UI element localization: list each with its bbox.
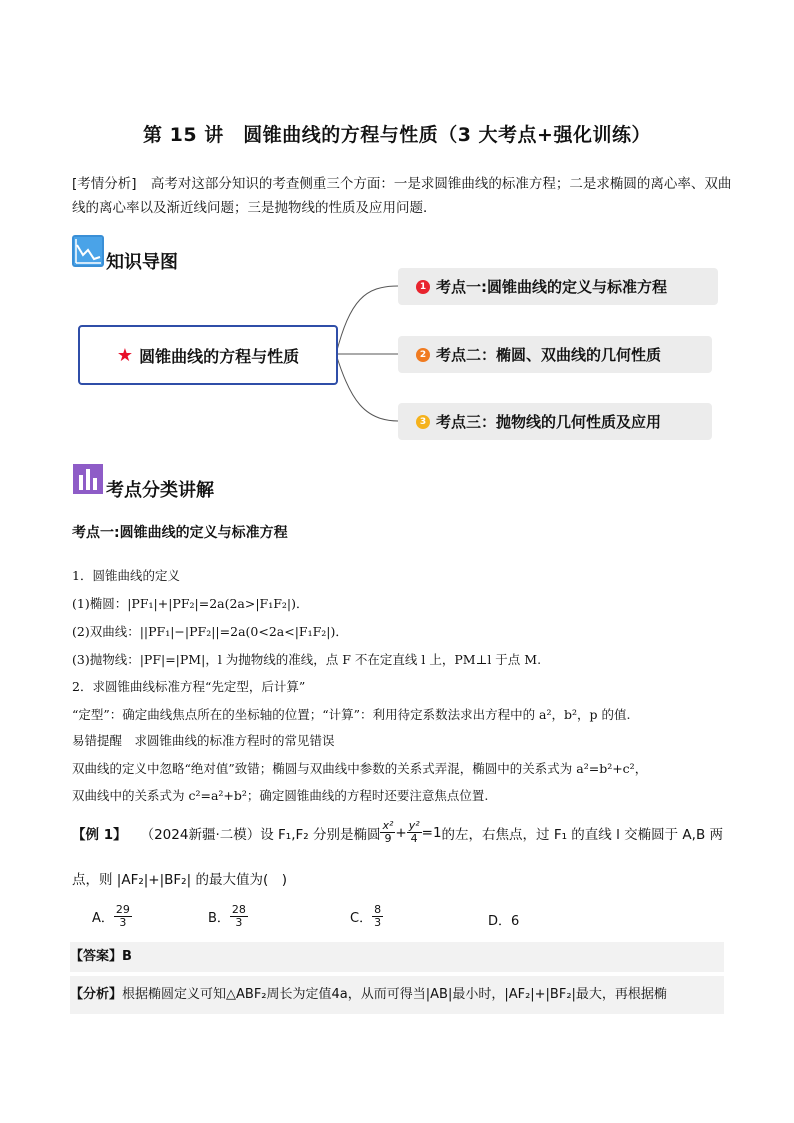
topic-line: 2．求圆锥曲线标准方程“先定型，后计算” [72, 679, 306, 694]
example-text-a: 设 F₁,F₂ 分别是椭圆 [260, 826, 381, 843]
option-d: D．6 [488, 914, 520, 929]
mindmap-branch-label: 考点二：椭圆、双曲线的几何性质 [436, 346, 662, 364]
page-title: 第 15 讲 圆锥曲线的方程与性质（3 大考点+强化训练） [143, 124, 651, 146]
section-topics-title: 考点分类讲解 [106, 480, 214, 501]
number-badge-icon: 3 [416, 415, 430, 429]
answer-block [70, 942, 724, 972]
topic-line: (3)抛物线：|PF|=|PM|，l 为抛物线的准线，点 F 不在定直线 l 上，PM⊥l 于点 M. [72, 652, 542, 667]
analysis-text: 根据椭圆定义可知△ABF₂周长为定值4a，从而可得当|AB|最小时，|AF₂|+|BF₂|最大，再根据椭 [122, 987, 667, 1002]
equals-sign: =1 [421, 824, 442, 841]
fraction: $\frac{\text{y²}}{4}$ [408, 819, 420, 845]
bar-chart-icon [72, 463, 104, 495]
mindmap-branch-label: 考点一:圆锥曲线的定义与标准方程 [436, 278, 668, 296]
mindmap-branch-3 [398, 403, 712, 440]
topic-1-heading: 考点一:圆锥曲线的定义与标准方程 [72, 525, 288, 541]
number-badge-icon: 1 [416, 280, 430, 294]
example-source: （2024新疆·二模） [140, 826, 261, 843]
fraction: $\frac{\text{x²}}{9}$ [382, 819, 394, 845]
topic-line: (1)椭圆：|PF₁|+|PF₂|=2a(2a>|F₁F₂|)． [72, 596, 309, 611]
exam-analysis-label: [考情分析] [72, 176, 137, 192]
topic-line: 易错提醒 求圆锥曲线的标准方程时的常见错误 [72, 733, 335, 748]
mindmap-branch-1 [398, 268, 718, 305]
example-label: 【例 1】 [72, 826, 127, 843]
example-text-b: 的左，右焦点，过 F₁ 的直线 l 交椭圆于 A,B 两 [441, 826, 724, 843]
answer-value: B [122, 949, 132, 964]
topic-line: 双曲线的定义中忽略“绝对值”致错；椭圆与双曲线中参数的关系式弄混，椭圆中的关系式为 a²=b²+c²， [72, 761, 648, 776]
plus-sign: + [395, 824, 407, 841]
section-knowledge-map-title: 知识导图 [106, 252, 178, 273]
topic-line: “定型”：确定曲线焦点所在的坐标轴的位置；“计算”：利用待定系数法求出方程中的 a²，b²，p 的值. [72, 707, 631, 722]
mindmap-branch-2 [398, 336, 712, 373]
number-badge-icon: 2 [416, 348, 430, 362]
option-c: C． $\frac{8}{3}$ [350, 903, 382, 929]
topic-line: 1．圆锥曲线的定义 [72, 568, 180, 583]
example-1-line1 [72, 820, 723, 845]
mindmap-branch-label: 考点三：抛物线的几何性质及应用 [436, 413, 662, 431]
topic-line: (2)双曲线：||PF₁|−|PF₂||=2a(0<2a<|F₁F₂|)． [72, 624, 348, 639]
exam-analysis-text: 高考对这部分知识的考查侧重三个方面：一是求圆锥曲线的标准方程；二是求椭圆的离心率、双曲线的离心率以及渐近线问题；三是抛物线的性质及应用问题． [72, 176, 732, 216]
answer-label: 【答案】 [70, 949, 123, 964]
analysis-block [70, 976, 724, 1014]
option-a: A． $\frac{29}{3}$ [92, 903, 130, 929]
star-icon: ★ [116, 344, 134, 366]
analysis-label: 【分析】 [70, 987, 123, 1002]
topic-line: 双曲线中的关系式为 c²=a²+b²；确定圆锥曲线的方程时还要注意焦点位置. [72, 788, 489, 803]
option-b: B． $\frac{28}{3}$ [208, 903, 246, 929]
mindmap-center-node [78, 325, 338, 385]
section-topics-header [72, 456, 214, 502]
mindmap-center-label: 圆锥曲线的方程与性质 [139, 346, 300, 366]
example-1-line2: 点，则 |AF₂|+|BF₂| 的最大值为( ) [72, 872, 287, 888]
